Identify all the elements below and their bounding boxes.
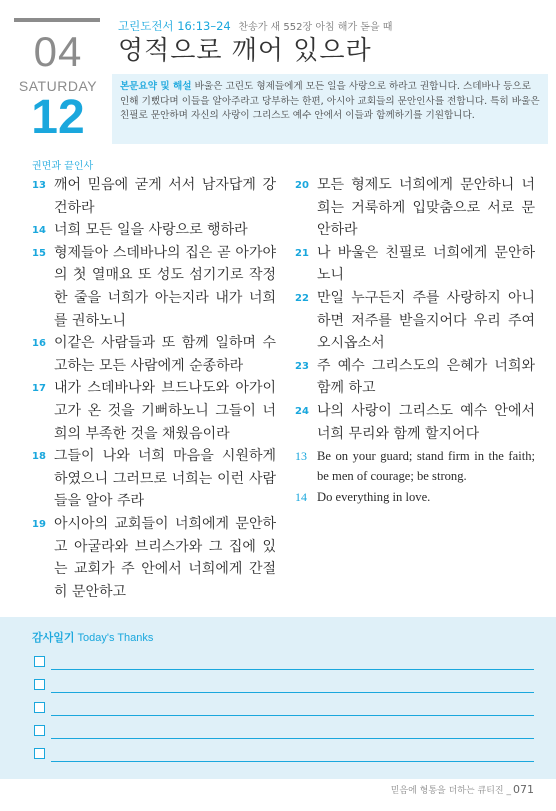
verse xyxy=(32,377,276,445)
date-month: 04 xyxy=(33,28,83,75)
verse-number: 13 xyxy=(295,449,307,464)
thanks-writing-line xyxy=(51,738,534,739)
verse xyxy=(295,487,535,507)
verse xyxy=(32,513,276,603)
verse-text: Be on your guard; stand firm in the faith; be men of courage; be strong. xyxy=(317,449,535,484)
verse xyxy=(32,445,276,513)
verse-text: 나 바울은 친필로 너희에게 문안하노니 xyxy=(317,244,535,284)
verse-text: 이같은 사람들과 또 함께 일하며 수고하는 모든 사람에게 순종하라 xyxy=(54,335,276,374)
summary-label: 본문요약 및 해설 xyxy=(120,81,192,92)
thanks-checkbox[interactable] xyxy=(34,702,45,713)
verse xyxy=(32,174,276,219)
verse-text: 너희 모든 일을 사랑으로 행하라 xyxy=(54,222,248,239)
verse xyxy=(295,446,535,486)
verse-text: 만일 누구든지 주를 사랑하지 아니하면 저주를 받을지어다 우리 주여 오시옵소서 xyxy=(317,289,535,352)
thanks-entry-line[interactable] xyxy=(34,725,534,739)
thanks-entry-line[interactable] xyxy=(34,656,534,670)
verse-text: 형제들아 스데바나의 집은 곧 아가야의 첫 열매요 또 성도 섬기기로 작정한 줄을 너희가 아는지라 내가 너희를 권하노니 xyxy=(54,244,276,329)
thanks-checkbox[interactable] xyxy=(34,725,45,736)
verse xyxy=(32,219,276,242)
thanks-title-en: Today's Thanks xyxy=(77,632,154,644)
thanks-writing-line xyxy=(51,692,534,693)
thanks-writing-line xyxy=(51,715,534,716)
verse xyxy=(295,174,535,242)
verse-number: 20 xyxy=(295,180,309,191)
verse xyxy=(295,400,535,445)
verse-text: Do everything in love. xyxy=(317,489,431,504)
verse xyxy=(32,332,276,377)
passage-reference xyxy=(118,18,392,34)
verse-text: 내가 스데바나와 브드나도와 아가이고가 온 것을 기뻐하노니 그들이 너희의 부족한 것을 채웠음이라 xyxy=(54,380,276,442)
footer-text: 믿음에 형통을 더하는 큐티진 _ xyxy=(390,786,511,796)
summary-text: 바울은 고린도 형제들에게 모든 일을 사랑으로 하라고 권합니다. 스데바나 등으로 인해 기뻤다며 이들을 알아주라고 당부하는 한편, 아시아 교회들의 문안인사를 전합니다. 특히 바울은 친필로 문안하며 자신의 사랑이 그리스도 예수 안에서 이들과 함께하기를 기원합니다. xyxy=(120,81,540,121)
verse-number: 13 xyxy=(32,180,46,191)
thanks-writing-line xyxy=(51,669,534,670)
verse-text: 주 예수 그리스도의 은혜가 너희와 함께 하고 xyxy=(317,357,535,397)
verse-number: 14 xyxy=(32,225,46,237)
date-day: 12 xyxy=(31,91,85,144)
verse xyxy=(295,242,535,287)
verse-number: 18 xyxy=(32,451,46,463)
verse xyxy=(295,355,535,400)
verse-number: 15 xyxy=(32,247,46,259)
verse-number: 16 xyxy=(32,338,46,350)
thanks-entry-line[interactable] xyxy=(34,748,534,762)
verse xyxy=(295,287,535,355)
page-number: 071 xyxy=(513,783,534,796)
thanks-title xyxy=(32,629,153,645)
verse-text: 나의 사랑이 그리스도 예수 안에서 너희 무리와 함께 할지어다 xyxy=(317,402,535,442)
verse-text: 모든 형제도 너희에게 문안하니 너희는 거룩하게 입맞춤으로 서로 문안하라 xyxy=(317,177,535,239)
thanks-title-ko: 감사일기 xyxy=(32,631,75,644)
verse-number: 19 xyxy=(32,518,46,530)
verse-column-right xyxy=(295,174,535,507)
verse-column-left xyxy=(32,174,276,603)
section-label: 권면과 끝인사 xyxy=(32,161,94,172)
verse xyxy=(32,242,276,332)
verse-text: 그들이 나와 너희 마음을 시원하게 하였으니 그러므로 너희는 이런 사람들을 알아 주라 xyxy=(54,448,276,510)
header-rule xyxy=(14,18,100,22)
verse-text: 아시아의 교회들이 너희에게 문안하고 아굴라와 브리스가와 그 집에 있는 교회가 주 안에서 너희에게 간절히 문안하고 xyxy=(54,515,276,600)
verse-number: 23 xyxy=(295,360,309,372)
verse-number: 21 xyxy=(295,247,309,259)
passage-text: 고린도전서 16:13–24 xyxy=(118,19,231,33)
verse-number: 14 xyxy=(295,489,307,504)
thanks-checkbox[interactable] xyxy=(34,748,45,759)
verse-number: 17 xyxy=(32,383,46,395)
verse-text: 깨어 믿음에 굳게 서서 남자답게 강건하라 xyxy=(54,177,276,216)
page-footer xyxy=(391,783,534,796)
thanks-entry-line[interactable] xyxy=(34,679,534,693)
thanks-checkbox[interactable] xyxy=(34,679,45,690)
hymn-text: 찬송가 새 552장 아침 해가 돋을 때 xyxy=(238,22,393,33)
thanks-entry-line[interactable] xyxy=(34,702,534,716)
verse-number: 22 xyxy=(295,292,309,304)
page-title: 영적으로 깨어 있으라 xyxy=(118,36,372,66)
date-weekday: SATURDAY xyxy=(18,78,98,94)
verse-number: 24 xyxy=(295,405,309,417)
summary-box xyxy=(112,74,548,144)
thanks-writing-line xyxy=(51,761,534,762)
thanks-checkbox[interactable] xyxy=(34,656,45,667)
